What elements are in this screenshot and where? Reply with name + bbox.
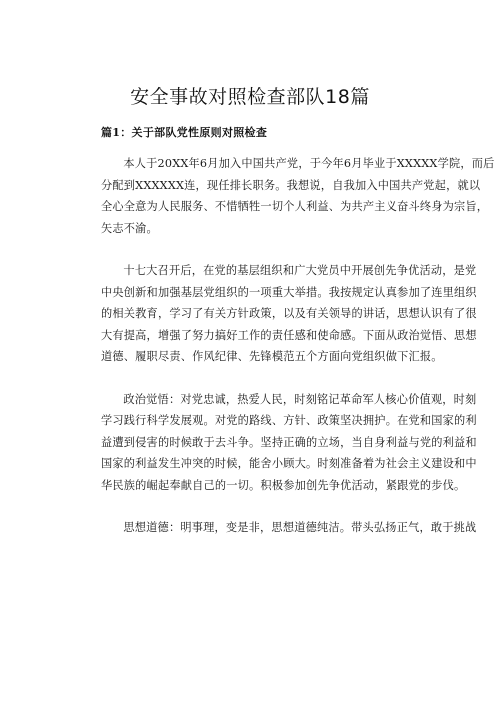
- paragraph-line: 学习践行科学发展观。对党的路线、方针、政策坚决拥护。在党和国家的利: [101, 414, 477, 427]
- paragraph-line: 十七大召开后，在党的基层组织和广大党员中开展创先争优活动，是党: [123, 264, 477, 277]
- paragraph-line: 华民族的崛起奉献自己的一切。积极参加创先争优活动，紧跟党的步伐。: [101, 478, 466, 492]
- paragraph: [101, 389, 477, 497]
- paragraph-line: 道德、履职尽责、作风纪律、先锋模范五个方面向党组织做下汇报。: [101, 350, 443, 363]
- paragraph-line: 国家的利益发生冲突的时候，能舍小顾大。时刻准备着为社会主义建设和中: [101, 457, 477, 470]
- paragraph-line: 中央创新和加强基层党组织的一项重大举措。我按规定认真参加了连里组织: [101, 285, 477, 299]
- paragraph-line: 矢志不渝。: [101, 221, 158, 235]
- paragraph-line: 大有提高，增强了努力搞好工作的责任感和使命感。下面从政治觉悟、思想: [101, 328, 477, 342]
- paragraph-line: 思想道德：明事理，变是非，思想道德纯洁。带头弘扬正气，敢于挑战: [123, 521, 477, 534]
- paragraph: [101, 153, 495, 239]
- paragraph-line: 的相关教育，学习了有关方针政策，以及有关领导的讲话，思想认识有了很: [101, 307, 477, 320]
- paragraph-line: 益遭到侵害的时候敢于去斗争。坚持正确的立场，当自身利益与党的利益和: [101, 435, 477, 449]
- paragraph-line: 全心全意为人民服务、不惜牺牲一切个人利益、为共产主义奋斗终身为宗旨，: [101, 200, 489, 213]
- section-heading: 篇1：关于部队党性原则对照检查: [101, 126, 268, 139]
- paragraph-line: 分配到XXXXXX连，现任排长职务。我想说，自我加入中国共产党起，就以: [101, 178, 481, 192]
- paragraph-line: 本人于20XX年6月加入中国共产党，于今年6月毕业于XXXXX学院，而后: [123, 157, 495, 170]
- document-body: [101, 153, 495, 560]
- paragraph: [101, 517, 477, 539]
- paragraph-line: 政治觉悟：对党忠诚，热爱人民，时刻铭记革命军人核心价值观，时刻: [123, 392, 477, 406]
- paragraph: [101, 260, 477, 368]
- document-title: 安全事故对照检查部队18篇: [130, 86, 370, 108]
